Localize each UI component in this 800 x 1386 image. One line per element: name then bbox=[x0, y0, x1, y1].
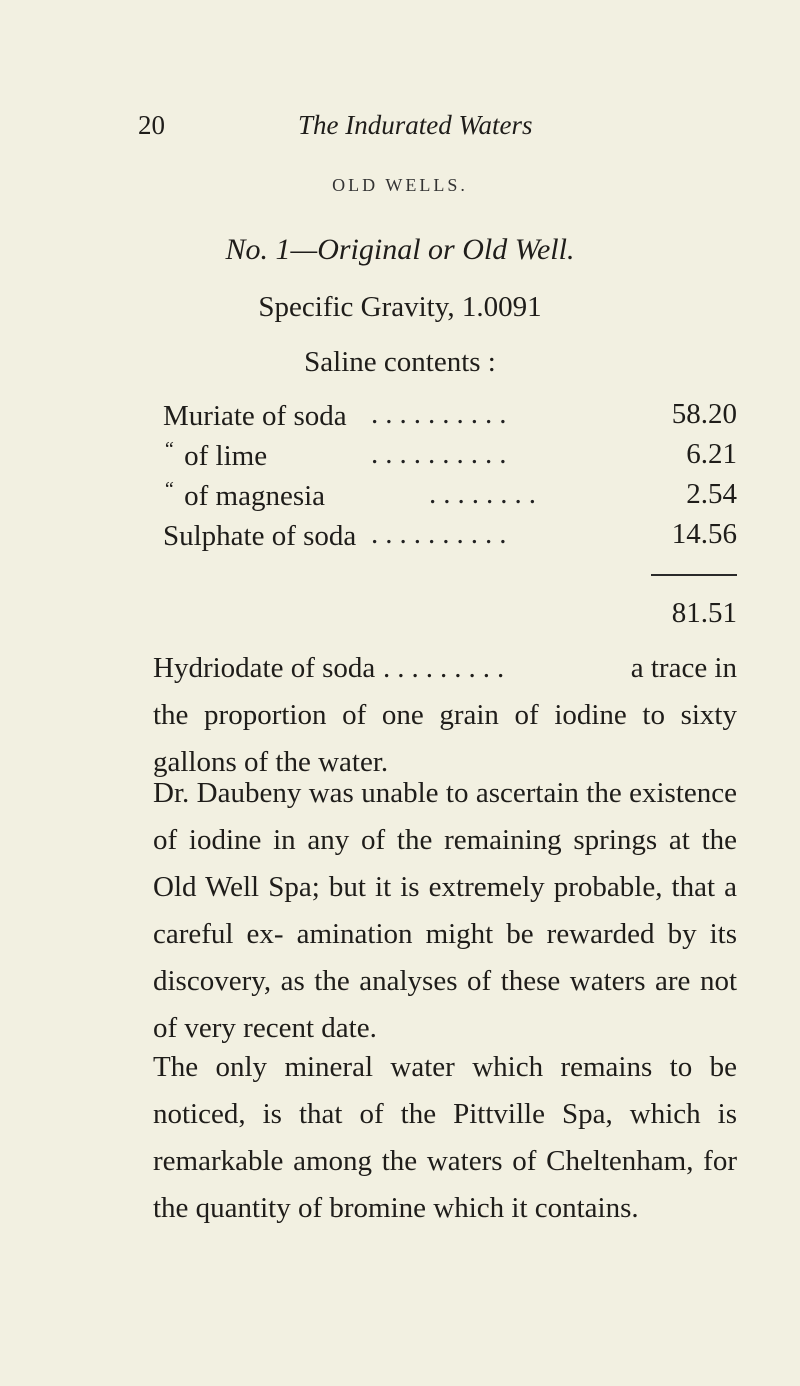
section-heading: OLD WELLS. bbox=[332, 175, 468, 195]
table-row-name: Muriate of soda bbox=[163, 400, 347, 432]
table-row-value: 6.21 bbox=[686, 438, 737, 470]
paragraph-3: The only mineral water which remains to be noticed, is that of the Pittville Spa, which is remarkable among the waters of Cheltenham, for the quantity of bromine which it contains. bbox=[153, 1051, 737, 1224]
leader-dots: ........ bbox=[429, 478, 543, 510]
leader-dots: ......... bbox=[383, 652, 512, 684]
sum-rule bbox=[651, 574, 737, 576]
hydriodate-trailing: a trace in bbox=[630, 652, 737, 684]
leader-dots: .......... bbox=[371, 398, 514, 430]
table-row bbox=[153, 478, 737, 518]
table-row bbox=[153, 438, 737, 478]
running-head bbox=[0, 110, 800, 150]
paragraph-2: Dr. Daubeny was unable to ascertain the existence of iodine in any of the remaining springs at the Old Well Spa; but it is extremely probable, that a careful ex- amination might be rewarded by its discovery, as the analyses of these waters are not of very recent date. bbox=[153, 777, 737, 1044]
table-row-value: 58.20 bbox=[671, 398, 737, 430]
hydriodate-line bbox=[153, 652, 737, 685]
leader-dots: .......... bbox=[371, 518, 514, 550]
table-row-value: 2.54 bbox=[686, 478, 737, 510]
running-title: The Indurated Waters bbox=[298, 110, 533, 140]
table-row-name: of magnesia bbox=[184, 480, 326, 512]
saline-heading: Saline contents : bbox=[304, 346, 496, 378]
table-row bbox=[153, 398, 737, 438]
specific-gravity: Specific Gravity, 1.0091 bbox=[258, 291, 542, 323]
page-number: 20 bbox=[138, 110, 165, 140]
table-row bbox=[153, 518, 737, 558]
ditto-mark: “ bbox=[163, 438, 175, 460]
hydriodate-name: Hydriodate of soda bbox=[153, 652, 376, 684]
table-total: 81.51 bbox=[671, 597, 737, 629]
ditto-mark: “ bbox=[163, 478, 175, 500]
paragraph-1: the proportion of one grain of iodine to sixty gallons of the water. bbox=[153, 699, 737, 778]
table-row-name: Sulphate of soda bbox=[163, 520, 357, 552]
table-row-name: of lime bbox=[184, 440, 268, 472]
subheading: No. 1—Original or Old Well. bbox=[225, 233, 575, 266]
leader-dots: .......... bbox=[371, 438, 514, 470]
table-row-value: 14.56 bbox=[671, 518, 737, 550]
